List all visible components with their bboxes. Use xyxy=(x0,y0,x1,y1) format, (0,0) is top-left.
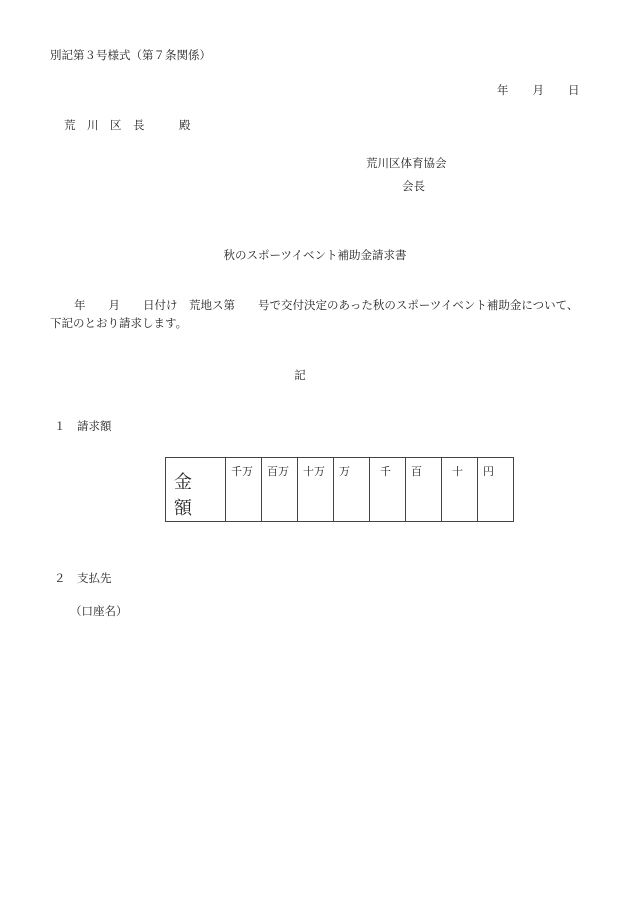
section2-heading: ２ 支払先 xyxy=(54,571,112,585)
form-label: 別記第３号様式（第７条関係） xyxy=(50,48,211,62)
amount-label-gaku: 額 xyxy=(174,498,192,519)
body-text-line2: 下記のとおり請求します。 xyxy=(50,316,188,330)
addressee: 荒 川 区 長 殿 xyxy=(64,118,191,132)
date-month: 月 xyxy=(532,83,544,97)
date-day: 日 xyxy=(568,83,580,97)
date-year: 年 xyxy=(497,83,509,97)
amount-row xyxy=(166,458,514,522)
amount-table xyxy=(165,457,514,522)
account-name-label: （口座名） xyxy=(70,604,128,618)
sender-title: 会長 xyxy=(402,179,425,193)
unit-cell-juu-man[interactable]: 十万 xyxy=(298,458,334,522)
document-title: 秋のスポーツイベント補助金請求書 xyxy=(223,248,407,262)
amount-label-kin: 金 xyxy=(174,472,192,493)
body-text-line1: 年 月 日付け 荒地ス第 号で交付決定のあった秋のスポーツイベント補助金について、 xyxy=(74,298,579,312)
amount-label-cell xyxy=(166,458,226,522)
unit-cell-sen-man[interactable]: 千万 xyxy=(226,458,262,522)
unit-cell-sen[interactable]: 千 xyxy=(370,458,406,522)
section1-heading: １ 請求額 xyxy=(54,419,112,433)
ki-heading: 記 xyxy=(294,368,306,382)
date-row xyxy=(497,85,580,97)
unit-cell-hyaku[interactable]: 百 xyxy=(406,458,442,522)
sender-organization: 荒川区体育協会 xyxy=(366,156,447,170)
unit-cell-en[interactable]: 円 xyxy=(478,458,514,522)
unit-cell-man[interactable]: 万 xyxy=(334,458,370,522)
unit-cell-juu[interactable]: 十 xyxy=(442,458,478,522)
unit-cell-hyaku-man[interactable]: 百万 xyxy=(262,458,298,522)
